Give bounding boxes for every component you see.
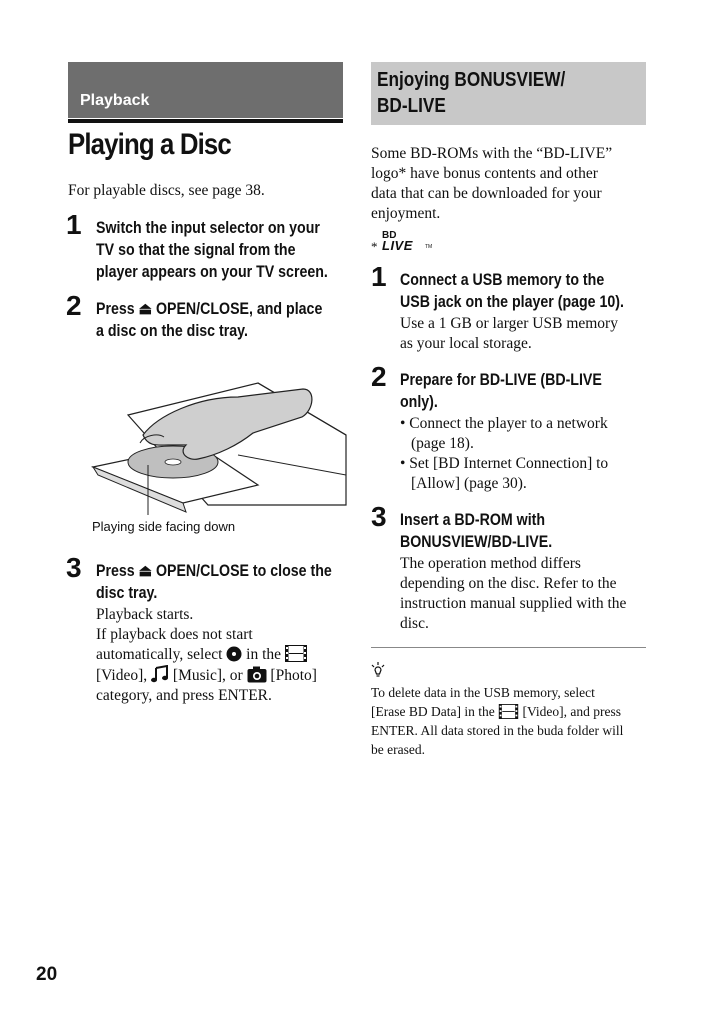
step-3-heading: Press ⏏ OPEN/CLOSE to close the disc tray.	[96, 562, 332, 602]
music-icon	[151, 665, 169, 683]
section-tab	[68, 62, 343, 118]
bd-step-1-number: 1	[371, 261, 387, 292]
bd-step-3-heading: Insert a BD-ROM with BONUSVIEW/BD-LIVE.	[400, 511, 553, 551]
bd-step-1-body: Use a 1 GB or larger USB memory as your local storage.	[400, 315, 618, 352]
step-3-body: Playback starts. If playback does not start automatically, select in the [Video], [Music], or [Photo] category, and press ENTER.	[96, 606, 317, 704]
step-2-number: 2	[66, 290, 82, 321]
bd-step-2-number: 2	[371, 361, 387, 392]
camera-icon	[247, 666, 267, 683]
disc-tray-illustration	[88, 375, 348, 540]
bd-step-2-body: • Connect the player to a network (page 18). • Set [BD Internet Connection] to [Allow] (page 30).	[400, 415, 609, 492]
disc-icon	[226, 646, 242, 662]
bd-step-1-heading: Connect a USB memory to the USB jack on the player (page 10).	[400, 271, 624, 311]
section-rule	[68, 119, 343, 123]
step-1-heading: Switch the input selector on your TV so that the signal from the player appears on your TV screen.	[96, 219, 328, 281]
illustration-caption: Playing side facing down	[92, 519, 236, 534]
hint-divider	[371, 647, 646, 648]
step-1-number: 1	[66, 209, 82, 240]
bd-step-2-heading: Prepare for BD-LIVE (BD-LIVE only).	[400, 371, 602, 411]
film-icon	[285, 645, 307, 662]
section-tab-label: Playback	[80, 92, 150, 109]
page-number: 20	[36, 964, 58, 985]
bd-step-3-body: The operation method differs depending on the disc. Refer to the instruction manual supplied with the disc.	[400, 555, 627, 632]
intro-text: For playable discs, see page 38.	[68, 182, 265, 199]
section-heading-line-2: BD-LIVE	[377, 95, 446, 117]
hint-text: To delete data in the USB memory, select [Erase BD Data] in the [Video], and press ENTER. All data stored in the buda folder will be erased.	[371, 685, 624, 757]
hint-bulb-icon	[371, 662, 385, 678]
section-heading-box	[371, 62, 646, 125]
film-icon	[498, 704, 519, 719]
bd-live-intro: Some BD-ROMs with the “BD-LIVE” logo* have bonus contents and other data that can be downloaded for your enjoyment.	[371, 145, 613, 222]
section-heading-line-1: Enjoying BONUSVIEW/	[377, 69, 566, 91]
step-3-number: 3	[66, 552, 82, 583]
bd-step-3-number: 3	[371, 501, 387, 532]
bd-live-logo: * BD LIVE TM	[371, 230, 433, 254]
step-2-heading: Press ⏏ OPEN/CLOSE, and place a disc on the disc tray.	[96, 300, 323, 340]
page-title: Playing a Disc	[68, 128, 231, 161]
